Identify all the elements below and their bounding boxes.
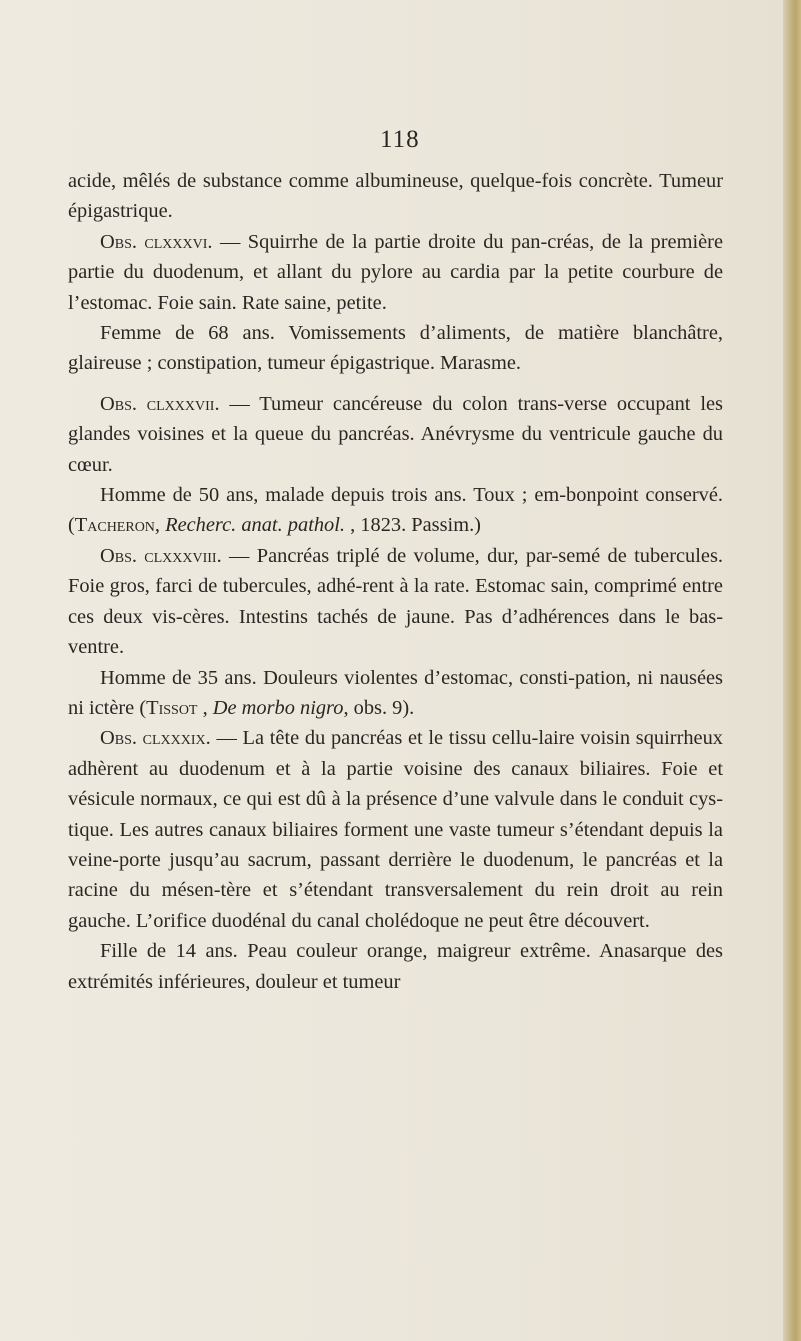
patient-description: [68, 663, 723, 724]
observation-label: Obs. clxxxviii.: [100, 544, 222, 567]
patient-description: [68, 480, 723, 541]
paragraph-text: acide, mêlés de substance comme albumineuse, quelque-fois concrète. Tumeur épigastrique.: [68, 170, 723, 223]
paragraph-continuation: [68, 166, 723, 227]
observation-label: Obs. clxxxvii.: [100, 392, 220, 415]
paragraph-text: , 1823. Passim.): [345, 514, 481, 537]
paragraph-text: ,: [197, 696, 213, 719]
observation-text: — Pancréas triplé de volume, dur, par-semé de tubercules. Foie gros, farci de tubercules, adhé-rent à la rate. Estomac sain, comprimé entre ces deux vis-cères. Intestins tachés de jaune. Pas d’adhérences dans le bas-ventre.: [68, 544, 723, 659]
page-text: [68, 166, 723, 997]
page-edge: [783, 0, 801, 1341]
paragraph-text: Femme de 68 ans. Vomissements d’aliments, de matière blanchâtre, glaireuse ; constipation, tumeur épigastrique. Marasme.: [68, 322, 723, 375]
observation-text: — Squirrhe de la partie droite du pan-créas, de la première partie du duodenum, et allant du pylore au cardia par la petite courbure de l’estomac. Foie sain. Rate saine, petite.: [68, 230, 724, 314]
observation-186: [68, 227, 723, 318]
patient-description: [68, 936, 723, 997]
cited-work: De morbo nigro: [212, 696, 344, 719]
patient-description: [68, 318, 723, 379]
observation-187: [68, 389, 723, 480]
observation-text: — Tumeur cancéreuse du colon trans-verse occupant les glandes voisines et la queue du pancréas. Anévrysme du ventricule gauche du cœur.: [68, 392, 723, 476]
page-number: 118: [380, 126, 420, 153]
observation-label: Obs. clxxxix.: [100, 727, 211, 750]
observation-text: — La tête du pancréas et le tissu cellu-laire voisin squirrheux adhèrent au duodenum et à la partie voisine des canaux biliaires. Foie et vésicule normaux, ce qui est dû à la présence d’une valvule dans le conduit cys-tique. Les autres canaux biliaires forment une vaste tumeur s’étendant depuis la veine-porte jusqu’au sacrum, passant derrière le duodenum, le pancréas et la racine du mésen-tère et s’étendant transversalement du rein droit au rein gauche. L’orifice duodénal du canal cholédoque ne peut être découvert.: [68, 727, 724, 932]
paragraph-text: Homme de 35 ans. Douleurs violentes d’estomac, consti-pation, ni nausées ni ictère (: [68, 666, 723, 719]
cited-author: Tissot: [146, 696, 198, 719]
paragraph-text: Fille de 14 ans. Peau couleur orange, maigreur extrême. Anasarque des extrémités inférieures, douleur et tumeur: [68, 940, 723, 993]
cited-work: Recherc. anat. pathol.: [165, 514, 346, 537]
paragraph-text: , obs. 9).: [343, 696, 415, 719]
paragraph-text: Homme de 50 ans, malade depuis trois ans. Toux ; em-bonpoint conservé. (: [68, 484, 723, 537]
observation-188: [68, 541, 723, 663]
observation-189: [68, 723, 723, 936]
cited-author: Tacheron: [74, 514, 155, 537]
observation-label: Obs. clxxxvi.: [100, 230, 213, 253]
paragraph-text: ,: [154, 514, 166, 537]
